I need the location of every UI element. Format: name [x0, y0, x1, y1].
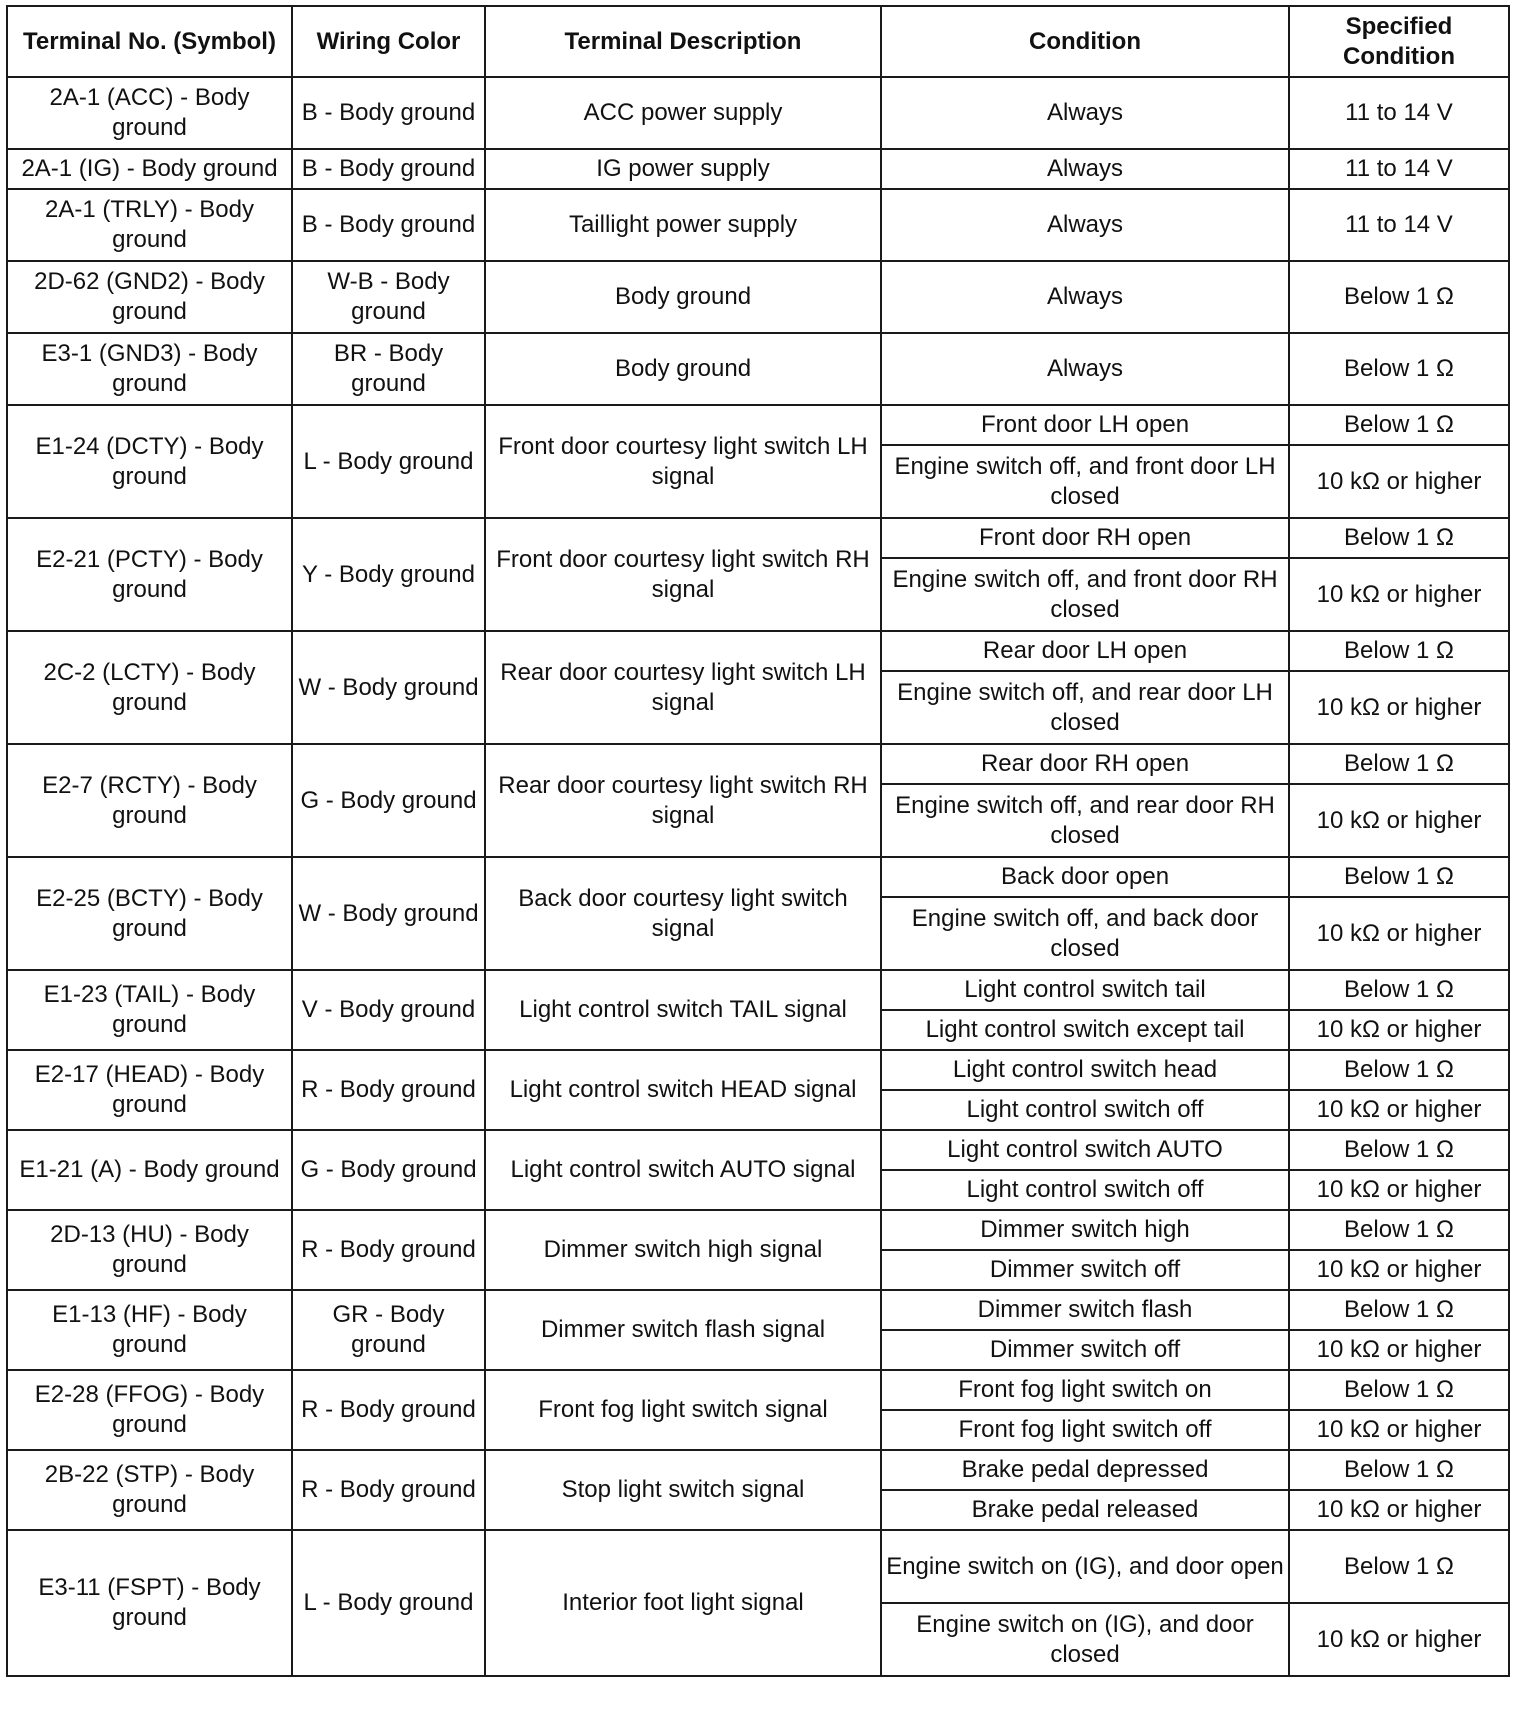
wiring-color-cell: Y - Body ground [292, 518, 485, 631]
specified-condition-cell: Below 1 Ω [1289, 857, 1509, 897]
condition-cell: Front fog light switch off [881, 1410, 1289, 1450]
description-cell: Interior foot light signal [485, 1530, 881, 1676]
specified-condition-cell: Below 1 Ω [1289, 1530, 1509, 1603]
wiring-color-cell: L - Body ground [292, 1530, 485, 1676]
terminal-cell: 2D-62 (GND2) - Body ground [7, 261, 292, 333]
specified-condition-cell: 10 kΩ or higher [1289, 897, 1509, 970]
wiring-color-cell: G - Body ground [292, 744, 485, 857]
condition-cell: Engine switch off, and front door LH closed [881, 445, 1289, 518]
description-cell: Taillight power supply [485, 189, 881, 261]
condition-cell: Rear door LH open [881, 631, 1289, 671]
table-row [7, 518, 1509, 558]
table-row [7, 1290, 1509, 1330]
condition-cell: Engine switch on (IG), and door open [881, 1530, 1289, 1603]
condition-cell: Light control switch except tail [881, 1010, 1289, 1050]
wiring-color-cell: W-B - Body ground [292, 261, 485, 333]
description-cell: Stop light switch signal [485, 1450, 881, 1530]
specified-condition-cell: 10 kΩ or higher [1289, 1603, 1509, 1676]
terminal-cell: 2A-1 (IG) - Body ground [7, 149, 292, 189]
condition-cell: Brake pedal released [881, 1490, 1289, 1530]
specified-condition-cell: 10 kΩ or higher [1289, 1410, 1509, 1450]
specified-condition-cell: 10 kΩ or higher [1289, 1010, 1509, 1050]
wiring-color-cell: G - Body ground [292, 1130, 485, 1210]
condition-cell: Light control switch off [881, 1170, 1289, 1210]
wiring-color-cell: W - Body ground [292, 857, 485, 970]
condition-cell: Front door RH open [881, 518, 1289, 558]
specified-condition-cell: 11 to 14 V [1289, 77, 1509, 149]
description-cell: ACC power supply [485, 77, 881, 149]
description-cell: Body ground [485, 261, 881, 333]
terminal-cell: 2A-1 (ACC) - Body ground [7, 77, 292, 149]
specified-condition-cell: 10 kΩ or higher [1289, 445, 1509, 518]
terminal-cell: E2-17 (HEAD) - Body ground [7, 1050, 292, 1130]
description-cell: Rear door courtesy light switch LH signal [485, 631, 881, 744]
condition-cell: Light control switch off [881, 1090, 1289, 1130]
condition-cell: Dimmer switch high [881, 1210, 1289, 1250]
specified-condition-cell: 10 kΩ or higher [1289, 784, 1509, 857]
specified-condition-cell: Below 1 Ω [1289, 1210, 1509, 1250]
specified-condition-cell: 10 kΩ or higher [1289, 1490, 1509, 1530]
wiring-color-cell: BR - Body ground [292, 333, 485, 405]
condition-cell: Always [881, 189, 1289, 261]
wiring-color-cell: V - Body ground [292, 970, 485, 1050]
description-cell: IG power supply [485, 149, 881, 189]
specified-condition-cell: Below 1 Ω [1289, 744, 1509, 784]
table-row [7, 333, 1509, 405]
condition-cell: Light control switch tail [881, 970, 1289, 1010]
table-row [7, 1130, 1509, 1170]
description-cell: Rear door courtesy light switch RH signal [485, 744, 881, 857]
wiring-color-cell: L - Body ground [292, 405, 485, 518]
description-cell: Light control switch AUTO signal [485, 1130, 881, 1210]
terminal-cell: E3-1 (GND3) - Body ground [7, 333, 292, 405]
condition-cell: Dimmer switch off [881, 1330, 1289, 1370]
wiring-color-cell: R - Body ground [292, 1210, 485, 1290]
specified-condition-cell: 11 to 14 V [1289, 149, 1509, 189]
description-cell: Light control switch TAIL signal [485, 970, 881, 1050]
specified-condition-cell: Below 1 Ω [1289, 518, 1509, 558]
specified-condition-cell: Below 1 Ω [1289, 333, 1509, 405]
condition-cell: Engine switch off, and rear door LH closed [881, 671, 1289, 744]
specified-condition-cell: 10 kΩ or higher [1289, 1250, 1509, 1290]
header-condition: Condition [881, 6, 1289, 77]
terminal-table-container [6, 5, 1510, 1677]
description-cell: Front fog light switch signal [485, 1370, 881, 1450]
table-row [7, 189, 1509, 261]
description-cell: Dimmer switch high signal [485, 1210, 881, 1290]
terminal-cell: E2-7 (RCTY) - Body ground [7, 744, 292, 857]
specified-condition-cell: 10 kΩ or higher [1289, 558, 1509, 631]
condition-cell: Always [881, 333, 1289, 405]
condition-cell: Dimmer switch flash [881, 1290, 1289, 1330]
condition-cell: Front fog light switch on [881, 1370, 1289, 1410]
specified-condition-cell: Below 1 Ω [1289, 405, 1509, 445]
terminal-cell: 2C-2 (LCTY) - Body ground [7, 631, 292, 744]
terminal-cell: 2A-1 (TRLY) - Body ground [7, 189, 292, 261]
terminal-cell: E2-21 (PCTY) - Body ground [7, 518, 292, 631]
specified-condition-cell: Below 1 Ω [1289, 1050, 1509, 1090]
condition-cell: Light control switch head [881, 1050, 1289, 1090]
condition-cell: Always [881, 77, 1289, 149]
condition-cell: Engine switch off, and back door closed [881, 897, 1289, 970]
description-cell: Front door courtesy light switch RH signal [485, 518, 881, 631]
terminal-cell: E2-28 (FFOG) - Body ground [7, 1370, 292, 1450]
specified-condition-cell: 10 kΩ or higher [1289, 1090, 1509, 1130]
header-specified-condition: Specified Condition [1289, 6, 1509, 77]
description-cell: Front door courtesy light switch LH signal [485, 405, 881, 518]
wiring-color-cell: GR - Body ground [292, 1290, 485, 1370]
specified-condition-cell: Below 1 Ω [1289, 1370, 1509, 1410]
table-row [7, 1210, 1509, 1250]
terminal-cell: E1-24 (DCTY) - Body ground [7, 405, 292, 518]
wiring-color-cell: B - Body ground [292, 189, 485, 261]
condition-cell: Always [881, 261, 1289, 333]
specified-condition-cell: Below 1 Ω [1289, 261, 1509, 333]
condition-cell: Front door LH open [881, 405, 1289, 445]
condition-cell: Engine switch on (IG), and door closed [881, 1603, 1289, 1676]
header-row [7, 6, 1509, 77]
terminal-cell: E1-21 (A) - Body ground [7, 1130, 292, 1210]
specified-condition-cell: Below 1 Ω [1289, 631, 1509, 671]
condition-cell: Brake pedal depressed [881, 1450, 1289, 1490]
table-row [7, 631, 1509, 671]
wiring-color-cell: R - Body ground [292, 1050, 485, 1130]
condition-cell: Rear door RH open [881, 744, 1289, 784]
terminal-table [6, 5, 1510, 1677]
terminal-cell: E1-13 (HF) - Body ground [7, 1290, 292, 1370]
specified-condition-cell: 11 to 14 V [1289, 189, 1509, 261]
specified-condition-cell: Below 1 Ω [1289, 1450, 1509, 1490]
wiring-color-cell: R - Body ground [292, 1370, 485, 1450]
terminal-cell: 2B-22 (STP) - Body ground [7, 1450, 292, 1530]
table-row [7, 744, 1509, 784]
description-cell: Dimmer switch flash signal [485, 1290, 881, 1370]
wiring-color-cell: B - Body ground [292, 149, 485, 189]
table-row [7, 970, 1509, 1010]
specified-condition-cell: Below 1 Ω [1289, 1130, 1509, 1170]
description-cell: Light control switch HEAD signal [485, 1050, 881, 1130]
specified-condition-cell: 10 kΩ or higher [1289, 1170, 1509, 1210]
table-row [7, 1530, 1509, 1603]
wiring-color-cell: W - Body ground [292, 631, 485, 744]
condition-cell: Back door open [881, 857, 1289, 897]
description-cell: Back door courtesy light switch signal [485, 857, 881, 970]
table-row [7, 1450, 1509, 1490]
wiring-color-cell: R - Body ground [292, 1450, 485, 1530]
header-terminal-description: Terminal Description [485, 6, 881, 77]
condition-cell: Always [881, 149, 1289, 189]
description-cell: Body ground [485, 333, 881, 405]
table-row [7, 857, 1509, 897]
table-row [7, 149, 1509, 189]
specified-condition-cell: 10 kΩ or higher [1289, 671, 1509, 744]
table-body [7, 77, 1509, 1676]
table-row [7, 405, 1509, 445]
terminal-cell: E2-25 (BCTY) - Body ground [7, 857, 292, 970]
table-row [7, 77, 1509, 149]
condition-cell: Engine switch off, and rear door RH closed [881, 784, 1289, 857]
condition-cell: Engine switch off, and front door RH closed [881, 558, 1289, 631]
terminal-cell: 2D-13 (HU) - Body ground [7, 1210, 292, 1290]
terminal-cell: E3-11 (FSPT) - Body ground [7, 1530, 292, 1676]
specified-condition-cell: Below 1 Ω [1289, 970, 1509, 1010]
specified-condition-cell: 10 kΩ or higher [1289, 1330, 1509, 1370]
table-row [7, 261, 1509, 333]
terminal-cell: E1-23 (TAIL) - Body ground [7, 970, 292, 1050]
wiring-color-cell: B - Body ground [292, 77, 485, 149]
header-terminal: Terminal No. (Symbol) [7, 6, 292, 77]
condition-cell: Dimmer switch off [881, 1250, 1289, 1290]
table-row [7, 1050, 1509, 1090]
specified-condition-cell: Below 1 Ω [1289, 1290, 1509, 1330]
header-wiring-color: Wiring Color [292, 6, 485, 77]
table-row [7, 1370, 1509, 1410]
condition-cell: Light control switch AUTO [881, 1130, 1289, 1170]
